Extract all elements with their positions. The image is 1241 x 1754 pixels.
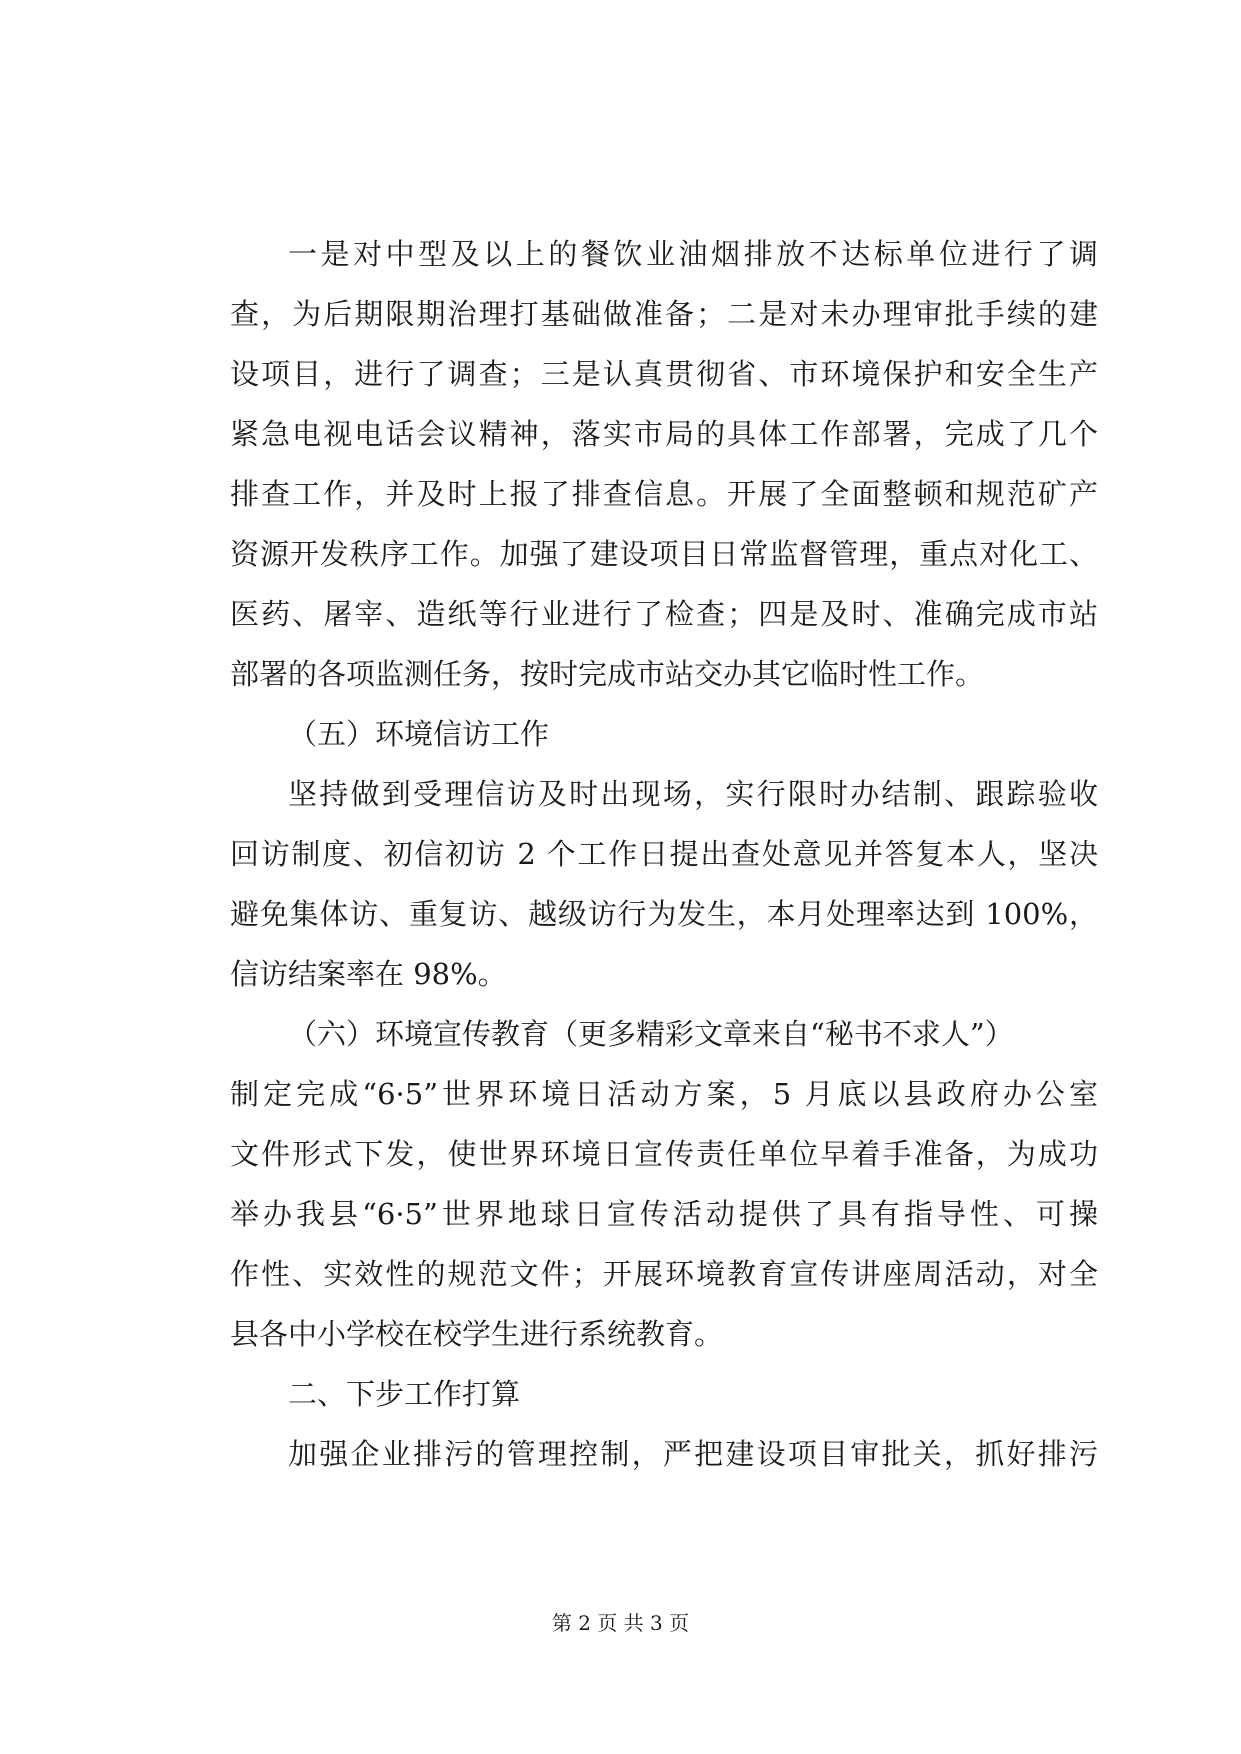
paragraph-line: 作性、实效性的规范文件；开展环境教育宣传讲座周活动，对全 bbox=[230, 1257, 1098, 1291]
paragraph-line: 设项目，进行了调查；三是认真贯彻省、市环境保护和安全生产 bbox=[230, 357, 1098, 391]
section-heading: 二、下步工作打算 bbox=[288, 1377, 521, 1411]
section-heading: （六）环境宣传教育（更多精彩文章来自“秘书不求人”） bbox=[288, 1017, 1014, 1051]
paragraph-line: 回访制度、初信初访 2 个工作日提出查处意见并答复本人，坚决 bbox=[230, 837, 1098, 871]
paragraph-line: 部署的各项监测任务，按时完成市站交办其它临时性工作。 bbox=[230, 657, 985, 691]
paragraph-line: 医药、屠宰、造纸等行业进行了检查；四是及时、准确完成市站 bbox=[230, 597, 1098, 631]
paragraph-line: 一是对中型及以上的餐饮业油烟排放不达标单位进行了调 bbox=[288, 237, 1098, 271]
paragraph-line: 避免集体访、重复访、越级访行为发生，本月处理率达到 100%， bbox=[230, 897, 1098, 931]
paragraph-line: 文件形式下发，使世界环境日宣传责任单位早着手准备，为成功 bbox=[230, 1137, 1098, 1171]
paragraph-line: 制定完成“6·5”世界环境日活动方案，5 月底以县政府办公室 bbox=[230, 1077, 1098, 1111]
page-footer: 第 2 页 共 3 页 bbox=[551, 1611, 690, 1635]
section-heading: （五）环境信访工作 bbox=[288, 717, 550, 751]
paragraph-line: 信访结案率在 98%。 bbox=[230, 957, 507, 991]
paragraph-line: 县各中小学校在校学生进行系统教育。 bbox=[230, 1317, 724, 1351]
paragraph-line: 举办我县“6·5”世界地球日宣传活动提供了具有指导性、可操 bbox=[230, 1197, 1098, 1231]
paragraph-line: 排查工作，并及时上报了排查信息。开展了全面整顿和规范矿产 bbox=[230, 477, 1098, 511]
paragraph-line: 查，为后期限期治理打基础做准备；二是对未办理审批手续的建 bbox=[230, 297, 1098, 331]
paragraph-line: 加强企业排污的管理控制，严把建设项目审批关，抓好排污 bbox=[288, 1437, 1098, 1471]
paragraph-line: 坚持做到受理信访及时出现场，实行限时办结制、跟踪验收 bbox=[288, 777, 1098, 811]
paragraph-line: 紧急电视电话会议精神，落实市局的具体工作部署，完成了几个 bbox=[230, 417, 1098, 451]
paragraph-line: 资源开发秩序工作。加强了建设项目日常监督管理，重点对化工、 bbox=[230, 537, 1098, 571]
